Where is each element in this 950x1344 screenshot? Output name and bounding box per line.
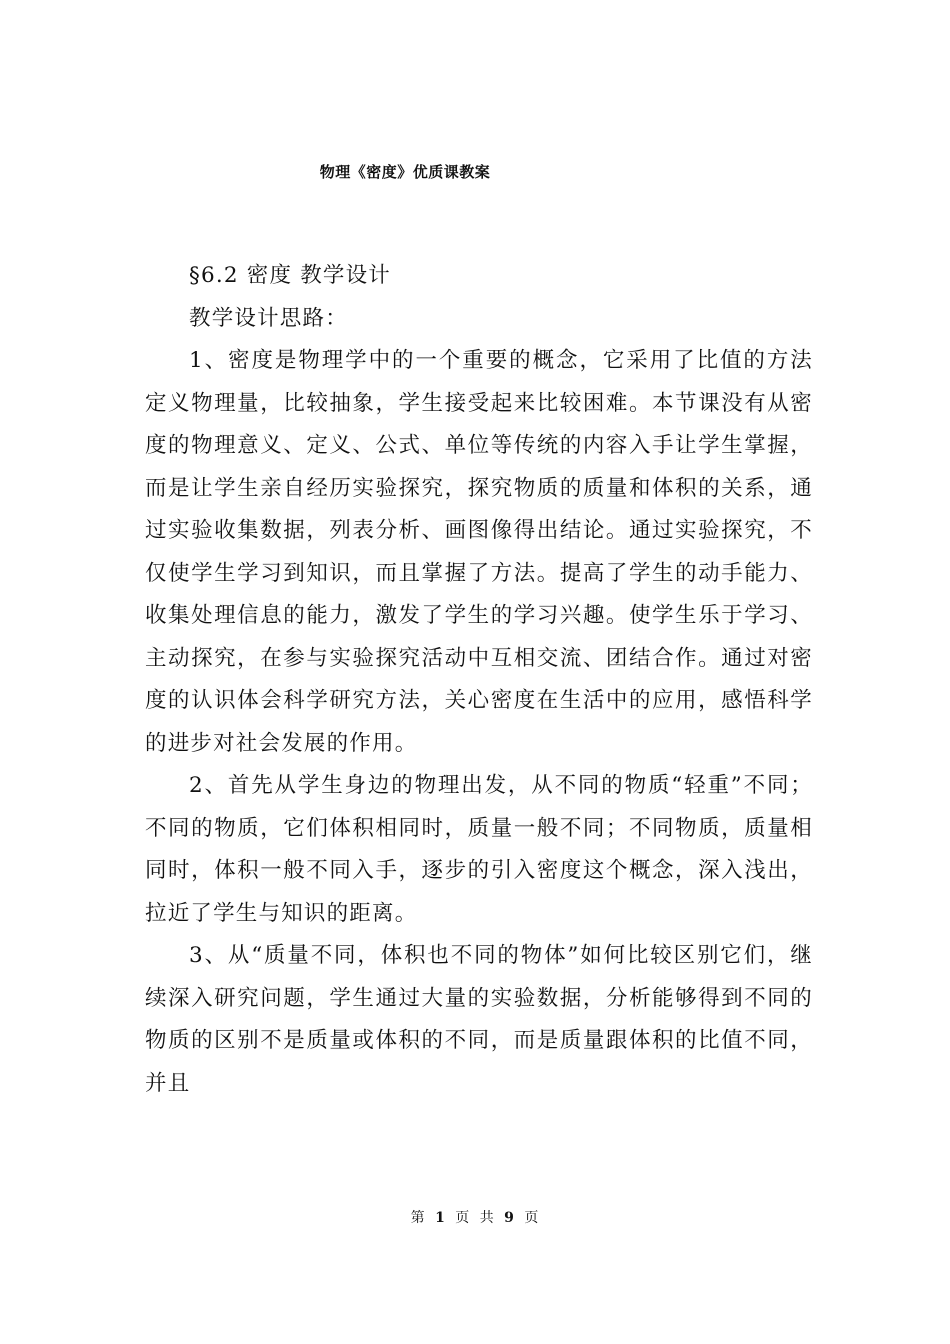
document-body <box>145 255 813 1105</box>
document-title: 物理《密度》优质课教案 <box>319 163 491 181</box>
footer-prefix: 第 <box>410 1210 426 1226</box>
footer-suffix: 页 <box>524 1210 540 1226</box>
footer-middle: 页 共 <box>455 1210 495 1226</box>
total-pages-number: 9 <box>504 1210 515 1226</box>
paragraph-1: 1、密度是物理学中的一个重要的概念，它采用了比值的方法定义物理量，比较抽象，学生接受起来比较困难。本节课没有从密度的物理意义、定义、公式、单位等传统的内容入手让学生掌握，而是让学生亲自经历实验探究，探究物质的质量和体积的关系，通过实验收集数据，列表分析、画图像得出结论。通过实验探究，不仅使学生学习到知识，而且掌握了方法。提高了学生的动手能力、收集处理信息的能力，激发了学生的学习兴趣。使学生乐于学习、主动探究，在参与实验探究活动中互相交流、团结合作。通过对密度的认识体会科学研究方法，关心密度在生活中的应用，感悟科学的进步对社会发展的作用。 <box>145 348 813 756</box>
current-page-number: 1 <box>435 1210 446 1226</box>
page-footer <box>0 1207 950 1227</box>
section-heading: §6.2 密度 教学设计 <box>189 263 392 288</box>
subheading: 教学设计思路： <box>189 305 348 331</box>
paragraph-2: 2、首先从学生身边的物理出发，从不同的物质“轻重”不同；不同的物质，它们体积相同时，质量一般不同；不同物质，质量相同时，体积一般不同入手，逐步的引入密度这个概念，深入浅出，拉近了学生与知识的距离。 <box>145 773 813 926</box>
paragraph-3: 3、从“质量不同，体积也不同的物体”如何比较区别它们，继续深入研究问题，学生通过大量的实验数据，分析能够得到不同的物质的区别不是质量或体积的不同，而是质量跟体积的比值不同，并且 <box>145 943 813 1096</box>
